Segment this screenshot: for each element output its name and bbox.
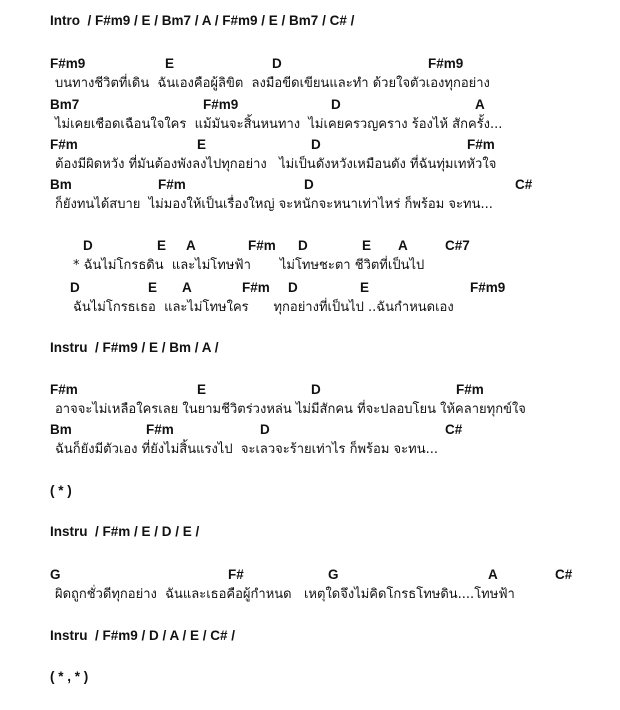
chord: F#m (50, 382, 78, 397)
verse1-chord-row (0, 96, 620, 114)
chorus-lyric-row (0, 257, 620, 275)
verse2-lyric-row (0, 441, 620, 459)
section-instru-2: Instru / F#m / E / D / E / (50, 524, 200, 539)
chord: F#m9 (470, 280, 506, 295)
chord: E (197, 382, 207, 397)
verse1-lyric-row (0, 116, 620, 134)
bridge-lyric-row (0, 586, 620, 604)
section-instru-1: Instru / F#m9 / E / Bm / A / (50, 340, 219, 355)
chord: F#m9 (50, 56, 86, 71)
chorus-chord-row (0, 237, 620, 255)
lyric-line: ฉันก็ยังมีตัวเอง ที่ยังไม่สิ้นแรงไป จะเลวจะร้ายเท่าไร ก็พร้อม จะทน... (55, 442, 439, 457)
chord: C# (555, 567, 573, 582)
verse1-chord-row (0, 136, 620, 154)
chord: E (362, 238, 372, 253)
chord: E (157, 238, 167, 253)
chord: D (83, 238, 93, 253)
chord: F#m (50, 137, 78, 152)
verse1-lyric-row (0, 75, 620, 93)
lyric-line: ก็ยังทนได้สบาย ไม่มองให้เป็นเรื่องใหญ่ จะหนักจะหนาเท่าไหร่ ก็พร้อม จะทน... (55, 197, 493, 212)
lyric-line: บนทางชีวิตที่เดิน ฉันเองคือผู้ลิขิต ลงมือขีดเขียนและทำ ด้วยใจตัวเองทุกอย่าง (55, 76, 490, 91)
verse1-lyric-row (0, 156, 620, 174)
chord: Bm (50, 177, 72, 192)
chord: G (328, 567, 339, 582)
chord: E (165, 56, 175, 71)
chord: D (70, 280, 80, 295)
chord: D (311, 382, 321, 397)
chord: D (304, 177, 314, 192)
chord: F#m (467, 137, 495, 152)
chord: C#7 (445, 238, 470, 253)
chord: D (311, 137, 321, 152)
lyric-line: ฉันไม่โกรธเธอ และไม่โทษใคร ทุกอย่างที่เป็นไป ..ฉันกำหนดเอง (73, 300, 454, 315)
chord: A (182, 280, 192, 295)
verse2-lyric-row (0, 401, 620, 419)
chorus-lyric-row (0, 299, 620, 317)
lyric-line: ต้องมีผิดหวัง ที่มันต้องพังลงไปทุกอย่าง ไม่เป็นดังหวังเหมือนดัง ที่ฉันทุ่มเทหัวใจ (55, 157, 497, 172)
chord: D (260, 422, 270, 437)
chord: F#m (146, 422, 174, 437)
chord: G (50, 567, 61, 582)
lyric-line: ผิดถูกชั่วดีทุกอย่าง ฉันและเธอคือผู้กำหนด เหตุใดจึงไม่คิดโกรธโทษดิน....โทษฟ้า (55, 587, 515, 602)
chord: E (360, 280, 370, 295)
chord: E (197, 137, 207, 152)
chord: C# (515, 177, 533, 192)
chord: F#m (248, 238, 276, 253)
chord: F#m (242, 280, 270, 295)
chord: A (398, 238, 408, 253)
section-intro: Intro / F#m9 / E / Bm7 / A / F#m9 / E / Bm7 / C# / (50, 13, 355, 28)
chorus-chord-row (0, 279, 620, 297)
chord: A (488, 567, 498, 582)
chord: C# (445, 422, 463, 437)
chord: E (148, 280, 158, 295)
section-chorus-repeat: ( * ) (50, 483, 72, 498)
verse2-chord-row (0, 421, 620, 439)
chord: D (331, 97, 341, 112)
chord: F#m9 (203, 97, 239, 112)
chord: F#m (158, 177, 186, 192)
chord: Bm7 (50, 97, 80, 112)
verse1-chord-row (0, 55, 620, 73)
chord: F#m9 (428, 56, 464, 71)
chord: Bm (50, 422, 72, 437)
verse1-lyric-row (0, 196, 620, 214)
chord: D (298, 238, 308, 253)
verse1-chord-row (0, 176, 620, 194)
chord: D (272, 56, 282, 71)
lyric-line: * ฉันไม่โกรธดิน และไม่โทษฟ้า ไม่โทษชะตา ชีวิตที่เป็นไป (73, 258, 425, 273)
verse2-chord-row (0, 381, 620, 399)
chord: F# (228, 567, 244, 582)
section-chorus-repeat-2: ( * , * ) (50, 669, 89, 684)
lyric-line: ไม่เคยเชือดเฉือนใจใคร แม้มันจะสิ้นหนทาง ไม่เคยครวญคราง ร้องไห้ สักครั้ง... (55, 117, 503, 132)
chord: D (288, 280, 298, 295)
bridge-chord-row (0, 566, 620, 584)
section-instru-3: Instru / F#m9 / D / A / E / C# / (50, 628, 236, 643)
chord: A (186, 238, 196, 253)
chord: A (475, 97, 485, 112)
lyric-line: อาจจะไม่เหลือใครเลย ในยามชีวิตร่วงหล่น ไม่มีสักคน ที่จะปลอบโยน ให้คลายทุกข์ใจ (55, 402, 526, 417)
chord: F#m (456, 382, 484, 397)
